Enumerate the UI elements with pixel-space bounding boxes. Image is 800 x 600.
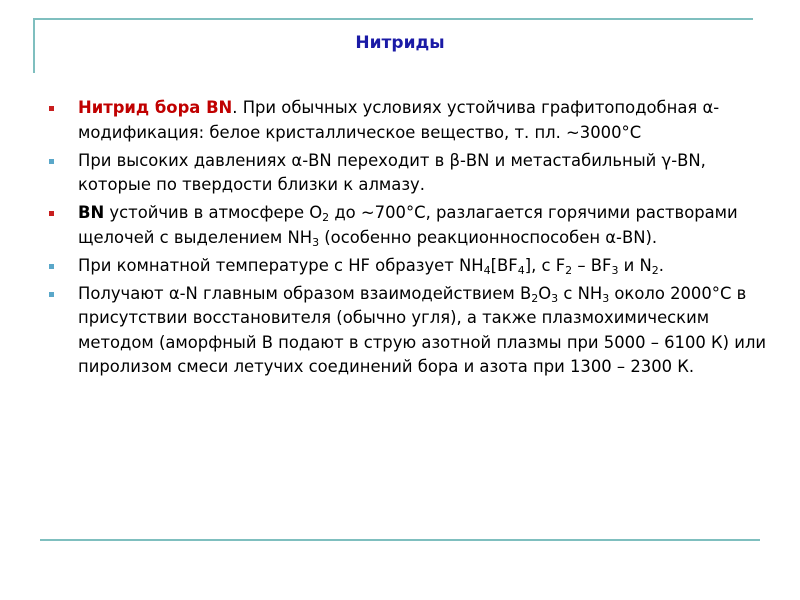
- item-text: до ~700°С, разлагается горячими растворами щелочей с выделением NH: [78, 203, 738, 247]
- item-text: около 2000°С в присутствии восстановителя (обычно угля), а также плазмохимическим методом (аморфный B подают в струю азотной плазмы при 5000 – 6100 К) или пиролизом смеси летучих соединений бора и азота при 1300 – 2300 К.: [78, 283, 767, 376]
- subscript-text: 2: [531, 291, 539, 305]
- square-bullet-icon: [49, 106, 54, 111]
- item-text: (особенно реакционноспособен α-BN).: [319, 227, 658, 247]
- item-text: Получают α-N главным образом взаимодействием B: [78, 283, 532, 303]
- subscript-text: 2: [651, 263, 659, 277]
- item-text: При комнатной температуре с HF образует NH: [78, 255, 484, 275]
- frame-bottom-line: [40, 539, 760, 541]
- bullet-item-1: [49, 96, 774, 145]
- item-text: [BF: [490, 255, 518, 275]
- item-text: – BF: [572, 255, 612, 275]
- subscript-text: 4: [483, 263, 491, 277]
- item-text: BN: [78, 203, 105, 222]
- item-text: O: [538, 283, 552, 303]
- bullet-item-5: [49, 282, 774, 380]
- subscript-text: 4: [517, 263, 525, 277]
- subscript-text: 2: [565, 263, 573, 277]
- square-bullet-icon: [49, 264, 54, 269]
- subscript-text: 2: [322, 211, 330, 224]
- item-text: ], с F: [524, 255, 566, 275]
- bullet-list: [49, 96, 774, 383]
- square-bullet-icon: [49, 211, 54, 216]
- bullet-item-2: [49, 149, 774, 198]
- subscript-text: 3: [611, 263, 619, 277]
- square-bullet-icon: [49, 292, 54, 297]
- item-text: и N: [618, 255, 652, 275]
- item-text: .: [658, 255, 665, 275]
- square-bullet-icon: [49, 159, 54, 164]
- subscript-text: 3: [312, 235, 320, 249]
- subscript-text: 3: [551, 291, 559, 305]
- bullet-item-4: [49, 254, 774, 279]
- item-text: . При обычных условиях устойчива графитоподобная α-модификация: белое кристаллическое вещество, т. пл. ~3000°С: [78, 98, 720, 142]
- frame-top-line: [33, 18, 753, 20]
- item-text: с NH: [558, 283, 603, 303]
- slide-title: Нитриды: [355, 33, 445, 53]
- item-text: устойчив в атмосфере O: [104, 203, 323, 222]
- item-text: При высоких давлениях α-BN переходит в β-BN и метастабильный γ-BN, которые по твердости близки к алмазу.: [78, 150, 706, 194]
- subscript-text: 3: [602, 291, 610, 305]
- item-text: Нитрид бора BN: [78, 98, 233, 117]
- bullet-item-3: [49, 201, 774, 250]
